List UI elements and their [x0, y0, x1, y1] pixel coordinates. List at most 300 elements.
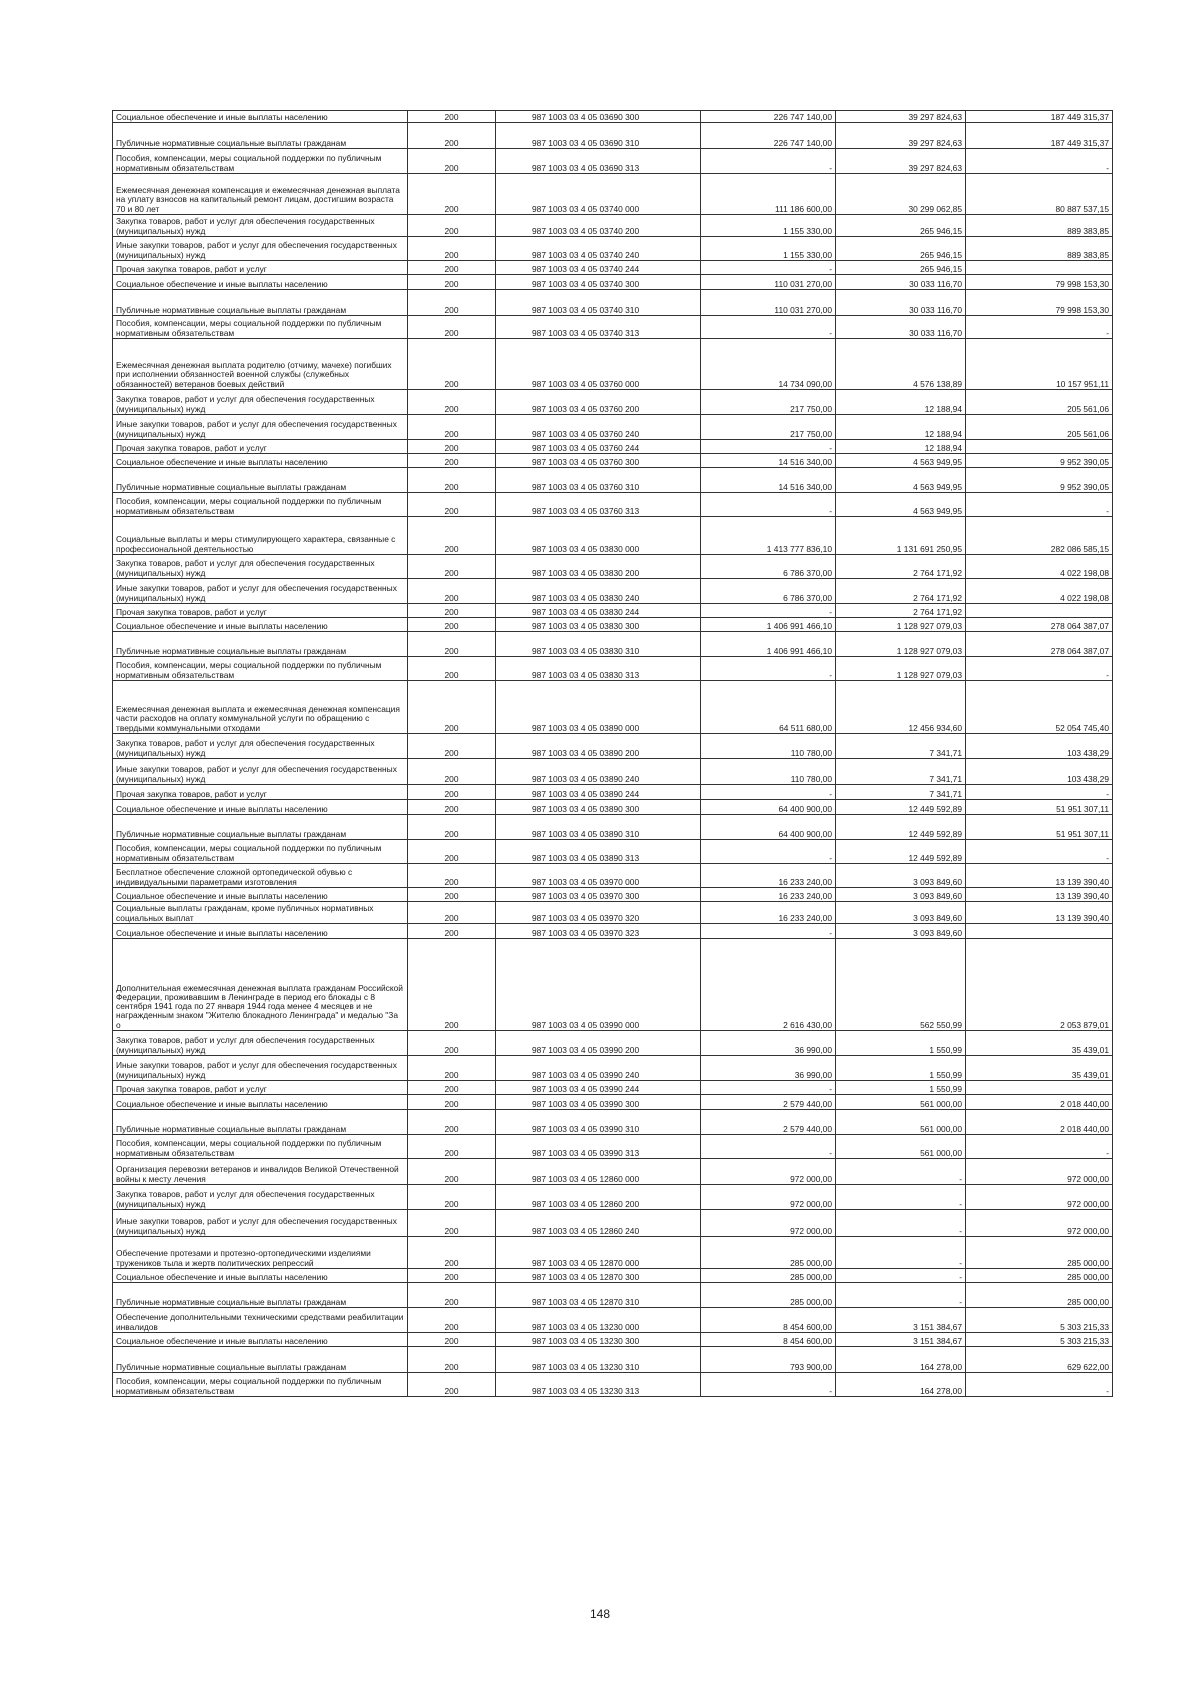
row-remaining-amount: 13 139 390,40: [966, 902, 1113, 924]
row-line-code: 200: [408, 1135, 496, 1159]
row-name: Прочая закупка товаров, работ и услуг: [113, 261, 408, 275]
row-budget-code: 987 1003 03 4 05 03690 300: [496, 111, 701, 123]
row-remaining-amount: 35 439,01: [966, 1056, 1113, 1081]
row-name: Пособия, компенсации, меры социальной поддержки по публичным нормативным обязательствам: [113, 657, 408, 681]
row-budget-code: 987 1003 03 4 05 13230 310: [496, 1347, 701, 1373]
row-line-code: 200: [408, 149, 496, 174]
row-name: Пособия, компенсации, меры социальной поддержки по публичным нормативным обязательствам: [113, 840, 408, 864]
row-line-code: 200: [408, 800, 496, 815]
row-line-code: 200: [408, 902, 496, 924]
row-name: Публичные нормативные социальные выплаты гражданам: [113, 632, 408, 657]
row-budget-code: 987 1003 03 4 05 12860 200: [496, 1185, 701, 1210]
row-executed-amount: 2 764 171,92: [836, 579, 966, 604]
row-remaining-amount: 187 449 315,37: [966, 111, 1113, 123]
row-name: Обеспечение протезами и протезно-ортопедическими изделиями тружеников тыла и жертв политических репрессий: [113, 1237, 408, 1269]
row-executed-amount: 562 550,99: [836, 939, 966, 1031]
row-line-code: 200: [408, 1283, 496, 1308]
row-line-code: 200: [408, 493, 496, 517]
row-line-code: 200: [408, 440, 496, 454]
row-name: Социальное обеспечение и иные выплаты населению: [113, 888, 408, 902]
row-executed-amount: 12 449 592,89: [836, 840, 966, 864]
table-row: [113, 316, 1113, 339]
row-remaining-amount: -: [966, 785, 1113, 800]
row-plan-amount: 1 413 777 836,10: [701, 517, 836, 555]
row-remaining-amount: 972 000,00: [966, 1159, 1113, 1185]
row-line-code: 200: [408, 657, 496, 681]
row-remaining-amount: 889 383,85: [966, 237, 1113, 261]
row-line-code: 200: [408, 468, 496, 493]
row-name: Социальное обеспечение и иные выплаты населению: [113, 1333, 408, 1347]
row-executed-amount: -: [836, 1269, 966, 1283]
row-plan-amount: 793 900,00: [701, 1347, 836, 1373]
row-remaining-amount: 79 998 153,30: [966, 290, 1113, 316]
row-budget-code: 987 1003 03 4 05 03830 244: [496, 604, 701, 618]
row-budget-code: 987 1003 03 4 05 03690 313: [496, 149, 701, 174]
row-budget-code: 987 1003 03 4 05 03970 323: [496, 924, 701, 939]
row-executed-amount: 39 297 824,63: [836, 123, 966, 149]
row-executed-amount: 4 563 949,95: [836, 468, 966, 493]
row-executed-amount: 12 456 934,60: [836, 681, 966, 734]
row-remaining-amount: [966, 1081, 1113, 1095]
row-budget-code: 987 1003 03 4 05 03890 000: [496, 681, 701, 734]
row-budget-code: 987 1003 03 4 05 13230 000: [496, 1308, 701, 1333]
table-row: [113, 1185, 1113, 1210]
row-name: Иные закупки товаров, работ и услуг для обеспечения государственных (муниципальных) нужд: [113, 759, 408, 785]
row-executed-amount: 12 188,94: [836, 440, 966, 454]
row-plan-amount: 16 233 240,00: [701, 888, 836, 902]
row-remaining-amount: -: [966, 840, 1113, 864]
row-plan-amount: 217 750,00: [701, 390, 836, 415]
row-name: Социальное обеспечение и иные выплаты населению: [113, 454, 408, 468]
row-plan-amount: -: [701, 493, 836, 517]
row-budget-code: 987 1003 03 4 05 03970 000: [496, 864, 701, 888]
row-remaining-amount: 889 383,85: [966, 215, 1113, 237]
row-plan-amount: 1 155 330,00: [701, 215, 836, 237]
table-row: [113, 149, 1113, 174]
row-name: Публичные нормативные социальные выплаты гражданам: [113, 1110, 408, 1135]
row-line-code: 200: [408, 1237, 496, 1269]
row-name: Прочая закупка товаров, работ и услуг: [113, 440, 408, 454]
row-plan-amount: 285 000,00: [701, 1237, 836, 1269]
row-name: Организация перевозки ветеранов и инвалидов Великой Отечественной войны к месту лечения: [113, 1159, 408, 1185]
row-plan-amount: 36 990,00: [701, 1031, 836, 1056]
row-plan-amount: -: [701, 1081, 836, 1095]
row-remaining-amount: 5 303 215,33: [966, 1333, 1113, 1347]
row-executed-amount: 39 297 824,63: [836, 111, 966, 123]
row-name: Публичные нормативные социальные выплаты гражданам: [113, 123, 408, 149]
row-plan-amount: 2 616 430,00: [701, 939, 836, 1031]
row-line-code: 200: [408, 888, 496, 902]
row-remaining-amount: 187 449 315,37: [966, 123, 1113, 149]
row-budget-code: 987 1003 03 4 05 03740 240: [496, 237, 701, 261]
table-row: [113, 785, 1113, 800]
table-row: [113, 1347, 1113, 1373]
row-executed-amount: 561 000,00: [836, 1095, 966, 1110]
row-budget-code: 987 1003 03 4 05 03740 300: [496, 275, 701, 290]
row-remaining-amount: 2 053 879,01: [966, 939, 1113, 1031]
row-plan-amount: -: [701, 149, 836, 174]
row-line-code: 200: [408, 618, 496, 632]
table-row: [113, 493, 1113, 517]
row-plan-amount: -: [701, 657, 836, 681]
row-executed-amount: 561 000,00: [836, 1135, 966, 1159]
row-name: Социальное обеспечение и иные выплаты населению: [113, 1095, 408, 1110]
row-budget-code: 987 1003 03 4 05 03760 310: [496, 468, 701, 493]
row-plan-amount: -: [701, 440, 836, 454]
table-row: [113, 1159, 1113, 1185]
row-remaining-amount: 51 951 307,11: [966, 815, 1113, 840]
row-name: Иные закупки товаров, работ и услуг для обеспечения государственных (муниципальных) нужд: [113, 237, 408, 261]
row-budget-code: 987 1003 03 4 05 12870 310: [496, 1283, 701, 1308]
row-line-code: 200: [408, 785, 496, 800]
row-name: Дополнительная ежемесячная денежная выплата гражданам Российской Федерации, проживавшим в Ленинграде в период его блокады с 8 сентября 1941 года по 27 января 1944 года менее 4 месяцев и не награжденным знаком "Жителю блокадного Ленинграда" и медалью "За о: [113, 939, 408, 1031]
row-line-code: 200: [408, 939, 496, 1031]
row-name: Публичные нормативные социальные выплаты гражданам: [113, 290, 408, 316]
table-row: [113, 1269, 1113, 1283]
table-row: [113, 275, 1113, 290]
table-row: [113, 415, 1113, 440]
row-remaining-amount: -: [966, 1373, 1113, 1397]
row-remaining-amount: 9 952 390,05: [966, 468, 1113, 493]
row-budget-code: 987 1003 03 4 05 13230 300: [496, 1333, 701, 1347]
row-name: Бесплатное обеспечение сложной ортопедической обувью с индивидуальными параметрами изготовления: [113, 864, 408, 888]
table-row: [113, 390, 1113, 415]
row-budget-code: 987 1003 03 4 05 03830 310: [496, 632, 701, 657]
row-plan-amount: 110 031 270,00: [701, 275, 836, 290]
row-name: Иные закупки товаров, работ и услуг для обеспечения государственных (муниципальных) нужд: [113, 1210, 408, 1237]
row-line-code: 200: [408, 1185, 496, 1210]
row-plan-amount: 285 000,00: [701, 1269, 836, 1283]
table-row: [113, 681, 1113, 734]
row-plan-amount: 8 454 600,00: [701, 1308, 836, 1333]
row-executed-amount: 3 093 849,60: [836, 902, 966, 924]
row-budget-code: 987 1003 03 4 05 03690 310: [496, 123, 701, 149]
table-row: [113, 111, 1113, 123]
row-plan-amount: 14 734 090,00: [701, 339, 836, 390]
row-line-code: 200: [408, 390, 496, 415]
row-name: Пособия, компенсации, меры социальной поддержки по публичным нормативным обязательствам: [113, 149, 408, 174]
row-plan-amount: -: [701, 1373, 836, 1397]
row-budget-code: 987 1003 03 4 05 03740 200: [496, 215, 701, 237]
row-remaining-amount: 278 064 387,07: [966, 632, 1113, 657]
row-remaining-amount: 278 064 387,07: [966, 618, 1113, 632]
row-name: Социальные выплаты гражданам, кроме публичных нормативных социальных выплат: [113, 902, 408, 924]
row-line-code: 200: [408, 604, 496, 618]
row-executed-amount: 1 128 927 079,03: [836, 657, 966, 681]
row-name: Социальное обеспечение и иные выплаты населению: [113, 111, 408, 123]
row-line-code: 200: [408, 1095, 496, 1110]
row-budget-code: 987 1003 03 4 05 03890 244: [496, 785, 701, 800]
row-name: Пособия, компенсации, меры социальной поддержки по публичным нормативным обязательствам: [113, 493, 408, 517]
row-budget-code: 987 1003 03 4 05 03760 244: [496, 440, 701, 454]
table-row: [113, 1283, 1113, 1308]
row-remaining-amount: 52 054 745,40: [966, 681, 1113, 734]
row-line-code: 200: [408, 1347, 496, 1373]
row-budget-code: 987 1003 03 4 05 03830 200: [496, 555, 701, 579]
row-executed-amount: 12 188,94: [836, 415, 966, 440]
row-budget-code: 987 1003 03 4 05 03990 000: [496, 939, 701, 1031]
table-row: [113, 800, 1113, 815]
table-row: [113, 1135, 1113, 1159]
row-plan-amount: 8 454 600,00: [701, 1333, 836, 1347]
row-remaining-amount: 282 086 585,15: [966, 517, 1113, 555]
row-budget-code: 987 1003 03 4 05 12860 240: [496, 1210, 701, 1237]
table-row: [113, 339, 1113, 390]
table-row: [113, 1210, 1113, 1237]
row-plan-amount: 111 186 600,00: [701, 174, 836, 215]
row-remaining-amount: -: [966, 149, 1113, 174]
row-line-code: 200: [408, 815, 496, 840]
row-remaining-amount: 972 000,00: [966, 1210, 1113, 1237]
row-plan-amount: 6 786 370,00: [701, 579, 836, 604]
row-remaining-amount: 79 998 153,30: [966, 275, 1113, 290]
row-plan-amount: 1 406 991 466,10: [701, 632, 836, 657]
table-row: [113, 815, 1113, 840]
row-executed-amount: 164 278,00: [836, 1373, 966, 1397]
row-executed-amount: 3 093 849,60: [836, 864, 966, 888]
table-row: [113, 924, 1113, 939]
row-budget-code: 987 1003 03 4 05 03740 313: [496, 316, 701, 339]
row-executed-amount: 12 449 592,89: [836, 815, 966, 840]
row-plan-amount: 110 031 270,00: [701, 290, 836, 316]
row-budget-code: 987 1003 03 4 05 03830 313: [496, 657, 701, 681]
row-name: Закупка товаров, работ и услуг для обеспечения государственных (муниципальных) нужд: [113, 555, 408, 579]
row-name: Пособия, компенсации, меры социальной поддержки по публичным нормативным обязательствам: [113, 1373, 408, 1397]
row-line-code: 200: [408, 290, 496, 316]
row-name: Публичные нормативные социальные выплаты гражданам: [113, 468, 408, 493]
row-executed-amount: 2 764 171,92: [836, 555, 966, 579]
row-plan-amount: 217 750,00: [701, 415, 836, 440]
table-row: [113, 657, 1113, 681]
table-row: [113, 939, 1113, 1031]
table-row: [113, 632, 1113, 657]
row-remaining-amount: -: [966, 316, 1113, 339]
table-row: [113, 579, 1113, 604]
table-row: [113, 1056, 1113, 1081]
row-budget-code: 987 1003 03 4 05 03970 320: [496, 902, 701, 924]
row-plan-amount: 972 000,00: [701, 1185, 836, 1210]
row-budget-code: 987 1003 03 4 05 03760 300: [496, 454, 701, 468]
row-plan-amount: 6 786 370,00: [701, 555, 836, 579]
row-budget-code: 987 1003 03 4 05 12870 300: [496, 1269, 701, 1283]
row-name: Публичные нормативные социальные выплаты гражданам: [113, 1347, 408, 1373]
row-plan-amount: 972 000,00: [701, 1159, 836, 1185]
row-name: Закупка товаров, работ и услуг для обеспечения государственных (муниципальных) нужд: [113, 1031, 408, 1056]
row-budget-code: 987 1003 03 4 05 03890 313: [496, 840, 701, 864]
row-budget-code: 987 1003 03 4 05 03890 240: [496, 759, 701, 785]
row-plan-amount: 110 780,00: [701, 759, 836, 785]
row-executed-amount: 3 093 849,60: [836, 924, 966, 939]
row-name: Ежемесячная денежная выплата родителю (отчиму, мачехе) погибших при исполнении обязанностей военной службы (служебных обязанностей) ветеранов боевых действий: [113, 339, 408, 390]
table-row: [113, 440, 1113, 454]
row-executed-amount: 7 341,71: [836, 759, 966, 785]
table-row: [113, 468, 1113, 493]
table-row: [113, 454, 1113, 468]
row-plan-amount: 972 000,00: [701, 1210, 836, 1237]
row-remaining-amount: 2 018 440,00: [966, 1110, 1113, 1135]
table-row: [113, 759, 1113, 785]
row-remaining-amount: 9 952 390,05: [966, 454, 1113, 468]
row-name: Пособия, компенсации, меры социальной поддержки по публичным нормативным обязательствам: [113, 1135, 408, 1159]
row-line-code: 200: [408, 1373, 496, 1397]
row-remaining-amount: -: [966, 657, 1113, 681]
row-line-code: 200: [408, 734, 496, 759]
row-plan-amount: 285 000,00: [701, 1283, 836, 1308]
row-line-code: 200: [408, 415, 496, 440]
table-row: [113, 864, 1113, 888]
table-row: [113, 1095, 1113, 1110]
table-row: [113, 902, 1113, 924]
row-remaining-amount: 2 018 440,00: [966, 1095, 1113, 1110]
row-budget-code: 987 1003 03 4 05 03830 300: [496, 618, 701, 632]
row-name: Публичные нормативные социальные выплаты гражданам: [113, 1283, 408, 1308]
row-executed-amount: 30 033 116,70: [836, 275, 966, 290]
table-row: [113, 734, 1113, 759]
row-budget-code: 987 1003 03 4 05 03990 300: [496, 1095, 701, 1110]
table-row: [113, 888, 1113, 902]
row-budget-code: 987 1003 03 4 05 03740 244: [496, 261, 701, 275]
row-name: Социальные выплаты и меры стимулирующего характера, связанные с профессиональной деятельностью: [113, 517, 408, 555]
row-name: Закупка товаров, работ и услуг для обеспечения государственных (муниципальных) нужд: [113, 734, 408, 759]
row-name: Социальное обеспечение и иные выплаты населению: [113, 800, 408, 815]
row-executed-amount: 30 033 116,70: [836, 316, 966, 339]
row-line-code: 200: [408, 261, 496, 275]
row-plan-amount: 2 579 440,00: [701, 1095, 836, 1110]
row-name: Прочая закупка товаров, работ и услуг: [113, 604, 408, 618]
row-budget-code: 987 1003 03 4 05 12870 000: [496, 1237, 701, 1269]
row-line-code: 200: [408, 759, 496, 785]
row-line-code: 200: [408, 1308, 496, 1333]
row-executed-amount: 39 297 824,63: [836, 149, 966, 174]
row-budget-code: 987 1003 03 4 05 03970 300: [496, 888, 701, 902]
row-executed-amount: -: [836, 1210, 966, 1237]
table-row: [113, 1333, 1113, 1347]
row-executed-amount: 3 151 384,67: [836, 1308, 966, 1333]
row-remaining-amount: [966, 604, 1113, 618]
row-line-code: 200: [408, 517, 496, 555]
row-remaining-amount: 4 022 198,08: [966, 579, 1113, 604]
row-executed-amount: 30 299 062,85: [836, 174, 966, 215]
row-name: Социальное обеспечение и иные выплаты населению: [113, 1269, 408, 1283]
row-executed-amount: -: [836, 1237, 966, 1269]
row-plan-amount: 226 747 140,00: [701, 123, 836, 149]
row-name: Социальное обеспечение и иные выплаты населению: [113, 275, 408, 290]
row-plan-amount: 14 516 340,00: [701, 468, 836, 493]
row-line-code: 200: [408, 454, 496, 468]
row-executed-amount: 3 151 384,67: [836, 1333, 966, 1347]
row-executed-amount: 1 128 927 079,03: [836, 632, 966, 657]
row-name: Ежемесячная денежная выплата и ежемесячная денежная компенсация части расходов на оплату коммунальной услуги по обращению с твердыми коммунальными отходами: [113, 681, 408, 734]
row-executed-amount: 4 576 138,89: [836, 339, 966, 390]
table-row: [113, 604, 1113, 618]
row-remaining-amount: 80 887 537,15: [966, 174, 1113, 215]
row-plan-amount: -: [701, 924, 836, 939]
row-remaining-amount: [966, 924, 1113, 939]
row-plan-amount: 1 155 330,00: [701, 237, 836, 261]
row-executed-amount: -: [836, 1159, 966, 1185]
row-line-code: 200: [408, 1081, 496, 1095]
row-line-code: 200: [408, 275, 496, 290]
row-line-code: 200: [408, 1269, 496, 1283]
table-row: [113, 555, 1113, 579]
row-budget-code: 987 1003 03 4 05 03760 000: [496, 339, 701, 390]
row-name: Социальное обеспечение и иные выплаты населению: [113, 924, 408, 939]
row-executed-amount: 265 946,15: [836, 237, 966, 261]
row-line-code: 200: [408, 111, 496, 123]
row-executed-amount: 7 341,71: [836, 734, 966, 759]
row-plan-amount: 1 406 991 466,10: [701, 618, 836, 632]
row-budget-code: 987 1003 03 4 05 03990 244: [496, 1081, 701, 1095]
row-line-code: 200: [408, 1333, 496, 1347]
row-name: Публичные нормативные социальные выплаты гражданам: [113, 815, 408, 840]
row-line-code: 200: [408, 215, 496, 237]
row-executed-amount: 7 341,71: [836, 785, 966, 800]
row-executed-amount: 265 946,15: [836, 261, 966, 275]
row-line-code: 200: [408, 579, 496, 604]
table-row: [113, 174, 1113, 215]
row-remaining-amount: 205 561,06: [966, 390, 1113, 415]
row-line-code: 200: [408, 174, 496, 215]
row-remaining-amount: 103 438,29: [966, 759, 1113, 785]
table-row: [113, 517, 1113, 555]
row-plan-amount: 64 400 900,00: [701, 815, 836, 840]
row-budget-code: 987 1003 03 4 05 03890 200: [496, 734, 701, 759]
row-executed-amount: 1 550,99: [836, 1081, 966, 1095]
row-budget-code: 987 1003 03 4 05 03740 000: [496, 174, 701, 215]
row-remaining-amount: -: [966, 1135, 1113, 1159]
row-line-code: 200: [408, 316, 496, 339]
table-row: [113, 1237, 1113, 1269]
row-name: Прочая закупка товаров, работ и услуг: [113, 1081, 408, 1095]
row-plan-amount: -: [701, 261, 836, 275]
row-line-code: 200: [408, 1210, 496, 1237]
row-remaining-amount: 13 139 390,40: [966, 888, 1113, 902]
row-budget-code: 987 1003 03 4 05 03890 310: [496, 815, 701, 840]
row-executed-amount: 1 550,99: [836, 1056, 966, 1081]
table-row: [113, 237, 1113, 261]
row-remaining-amount: 4 022 198,08: [966, 555, 1113, 579]
budget-execution-table: [112, 110, 1113, 1397]
row-executed-amount: 3 093 849,60: [836, 888, 966, 902]
table-row: [113, 840, 1113, 864]
row-budget-code: 987 1003 03 4 05 03990 313: [496, 1135, 701, 1159]
row-plan-amount: 64 511 680,00: [701, 681, 836, 734]
row-budget-code: 987 1003 03 4 05 03990 310: [496, 1110, 701, 1135]
row-budget-code: 987 1003 03 4 05 03830 240: [496, 579, 701, 604]
row-remaining-amount: 972 000,00: [966, 1185, 1113, 1210]
row-line-code: 200: [408, 864, 496, 888]
row-name: Прочая закупка товаров, работ и услуг: [113, 785, 408, 800]
row-executed-amount: 1 550,99: [836, 1031, 966, 1056]
table-row: [113, 618, 1113, 632]
row-name: Социальное обеспечение и иные выплаты населению: [113, 618, 408, 632]
table-row: [113, 1373, 1113, 1397]
row-budget-code: 987 1003 03 4 05 13230 313: [496, 1373, 701, 1397]
row-line-code: 200: [408, 924, 496, 939]
row-budget-code: 987 1003 03 4 05 03890 300: [496, 800, 701, 815]
row-line-code: 200: [408, 237, 496, 261]
table-row: [113, 215, 1113, 237]
row-line-code: 200: [408, 339, 496, 390]
row-plan-amount: -: [701, 604, 836, 618]
row-plan-amount: 16 233 240,00: [701, 864, 836, 888]
row-plan-amount: 2 579 440,00: [701, 1110, 836, 1135]
row-executed-amount: -: [836, 1283, 966, 1308]
table-row: [113, 261, 1113, 275]
row-line-code: 200: [408, 1159, 496, 1185]
row-executed-amount: 2 764 171,92: [836, 604, 966, 618]
row-plan-amount: -: [701, 840, 836, 864]
